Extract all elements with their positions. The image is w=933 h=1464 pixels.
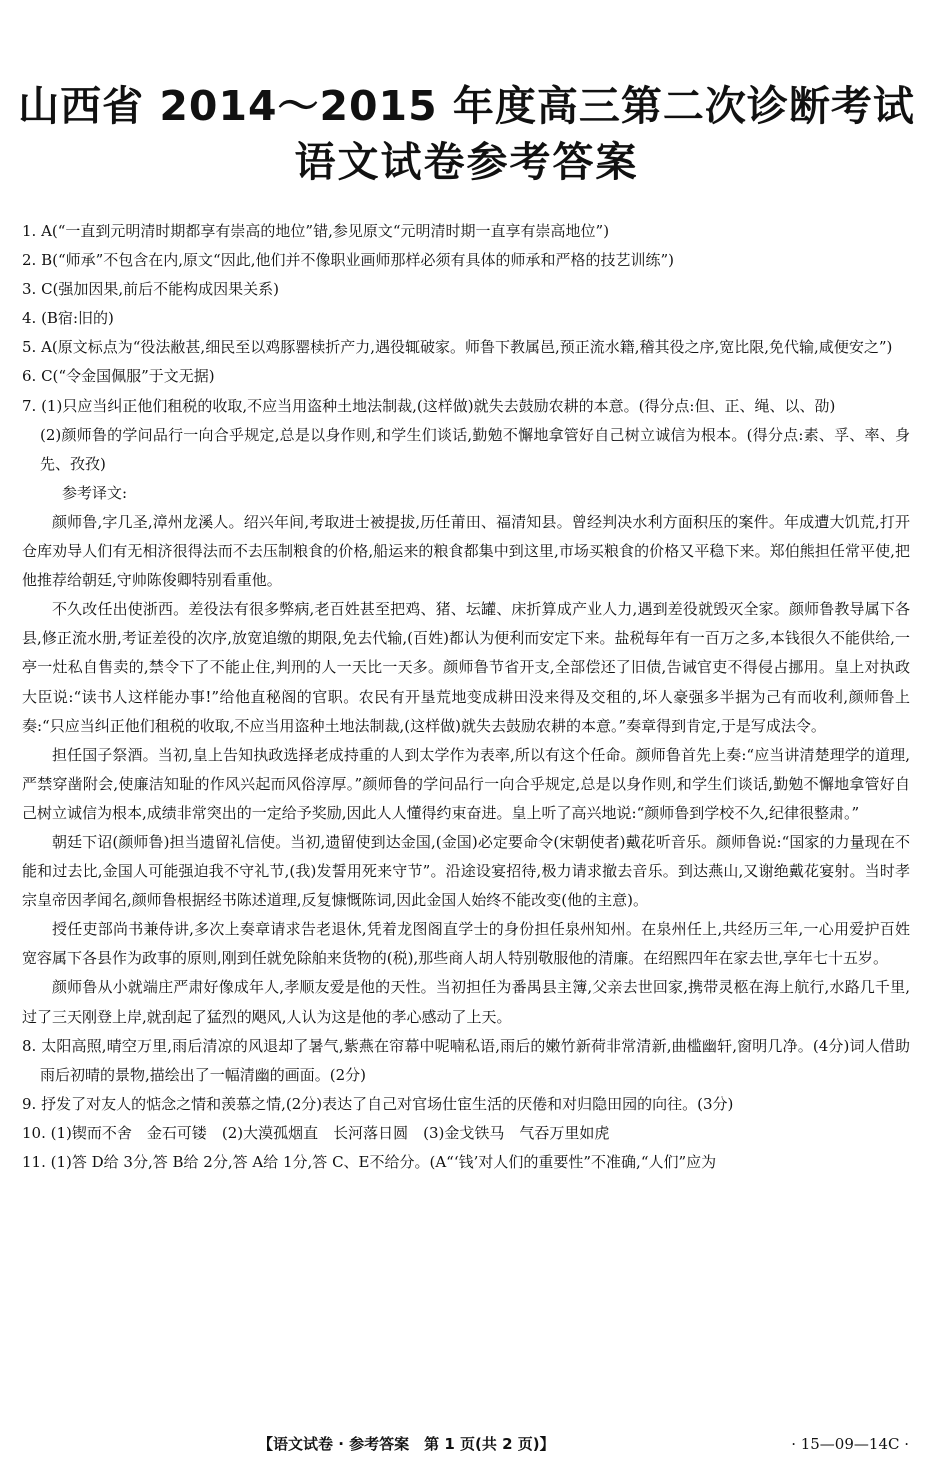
answer-6: 6. C(“令金国佩服”于文无据)	[22, 367, 215, 386]
page-footer	[0, 1432, 933, 1456]
page-title: 山西省 2014～2015 年度高三第二次诊断考试	[18, 82, 915, 130]
answer-7-part-2: (2)颜师鲁的学问品行一向合乎规定,总是以身作则,和学生们谈话,勤勉不懈地拿管好自己树立诚信为根本。(得分点:素、孚、率、身先、孜孜)	[40, 425, 910, 473]
answer-body	[22, 217, 910, 1177]
page-subtitle: 语文试卷参考答案	[294, 138, 639, 186]
reference-translation-title: 参考译文:	[62, 483, 128, 502]
answer-10: 10. (1)锲而不舍 金石可镂 (2)大漠孤烟直 长河落日圆 (3)金戈铁马 气吞万里如虎	[22, 1123, 610, 1142]
answer-3: 3. C(强加因果,前后不能构成因果关系)	[22, 280, 280, 299]
answer-8: 8. 太阳高照,晴空万里,雨后清凉的风退却了暑气,紫燕在帘幕中呢喃私语,雨后的嫩竹新荷非常清新,曲槛幽轩,窗明几净。(4分)词人借助雨后初晴的景物,描绘出了一幅清幽的画面。(2分)	[22, 1036, 910, 1084]
answer-5: 5. A(原文标点为“役法敝甚,细民至以鸡豚罂椟折产力,遇役辄破家。师鲁下教属邑,预正流水籍,稽其役之序,宽比限,免代输,咸便安之”)	[22, 338, 893, 357]
answer-1: 1. A(“一直到元明清时期都享有崇高的地位”错,参见原文“元明清时期一直享有崇高地位”)	[22, 222, 610, 240]
translation-paragraph-1: 颜师鲁,字几圣,漳州龙溪人。绍兴年间,考取进士被提拔,历任莆田、福清知县。曾经判决水利方面积压的案件。年成遭大饥荒,打开仓库劝导人们有无相济很得法而不去压制粮食的价格,船运来的粮食都集中到这里,市场买粮食的价格又平稳下来。郑伯熊担任常平使,把他推荐给朝廷,守帅陈俊卿特别看重他。	[22, 512, 910, 590]
footer-exam-code: · 15—09—14C ·	[791, 1435, 909, 1453]
translation-paragraph-4: 朝廷下诏(颜师鲁)担当遗留礼信使。当初,遗留使到达金国,(金国)必定要命令(宋朝使者)戴花听音乐。颜师鲁说:“国家的力量现在不能和过去比,金国人可能强迫我不守礼节,(我)发誓用死来守节”。沿途设宴招待,极力请求撤去音乐。到达燕山,又谢绝戴花宴射。当时孝宗皇帝因孝闻名,颜师鲁根据经书陈述道理,反复慷慨陈词,因此金国人始终不能改变(他的主意)。	[22, 832, 910, 910]
translation-paragraph-2: 不久改任出使浙西。差役法有很多弊病,老百姓甚至把鸡、猪、坛罐、床折算成产业人力,遇到差役就毁灭全家。颜师鲁教导属下各县,修正流水册,考证差役的次序,放宽追缴的期限,免去代输,(百姓)都认为便利而安定下来。盐税每年有一百万之多,本钱很久不能供给,一亭一灶私自售卖的,禁令下了不能止住,判刑的人一天比一天多。颜师鲁节省开支,全部偿还了旧债,告诫官吏不得侵占挪用。皇上对执政大臣说:“读书人这样能办事!”给他直秘阁的官职。农民有开垦荒地变成耕田没来得及交租的,坏人豪强多半据为己有而收利,颜师鲁上奏:“只应当纠正他们租税的收取,不应当用盗种土地法制裁,(这样做)就失去鼓励农耕的本意。”奏章得到肯定,于是写成法令。	[22, 600, 910, 735]
translation-paragraph-5: 授任吏部尚书兼侍讲,多次上奏章请求告老退休,凭着龙图阁直学士的身份担任泉州知州。在泉州任上,共经历三年,一心用爱护百姓宽容属下各县作为政事的原则,刚到任就免除舶来货物的(税),那些商人胡人特别敬服他的清廉。在绍熙四年在家去世,享年七十五岁。	[22, 920, 911, 968]
translation-paragraph-6: 颜师鲁从小就端庄严肃好像成年人,孝顺友爱是他的天性。当初担任为番禺县主簿,父亲去世回家,携带灵柩在海上航行,水路几千里,过了三天刚登上岸,就刮起了猛烈的飓风,人认为这是他的孝心感动了上天。	[22, 978, 910, 1026]
answer-7-part-1: 7. (1)只应当纠正他们租税的收取,不应当用盗种土地法制裁,(这样做)就失去鼓励农耕的本意。(得分点:但、正、绳、以、劭)	[22, 396, 836, 415]
translation-paragraph-3: 担任国子祭酒。当初,皇上告知执政选择老成持重的人到太学作为表率,所以有这个任命。颜师鲁首先上奏:“应当讲清楚理学的道理,严禁穿凿附会,使廉洁知耻的作风兴起而风俗淳厚。”颜师鲁的学问品行一向合乎规定,总是以身作则,和学生们谈话,勤勉不懈地拿管好自己树立诚信为根本,成绩非常突出的一定给予奖励,因此人人懂得约束奋进。皇上听了高兴地说:“颜师鲁到学校不久,纪律很整肃。”	[22, 745, 910, 822]
answer-2: 2. B(“师承”不包含在内,原文“因此,他们并不像职业画师那样必须有具体的师承和严格的技艺训练”)	[22, 251, 675, 270]
answer-11: 11. (1)答 D给 3分,答 B给 2分,答 A给 1分,答 C、E不给分。(A“‘钱’对人们的重要性”不准确,“人们”应为	[22, 1153, 717, 1171]
answer-4: 4. (B宿:旧的)	[22, 309, 114, 328]
footer-page-info: 【语文试卷 · 参考答案 第 1 页(共 2 页)】	[258, 1435, 555, 1453]
answer-9: 9. 抒发了对友人的惦念之情和羡慕之情,(2分)表达了自己对官场仕宦生活的厌倦和对归隐田园的向往。(3分)	[22, 1094, 734, 1113]
